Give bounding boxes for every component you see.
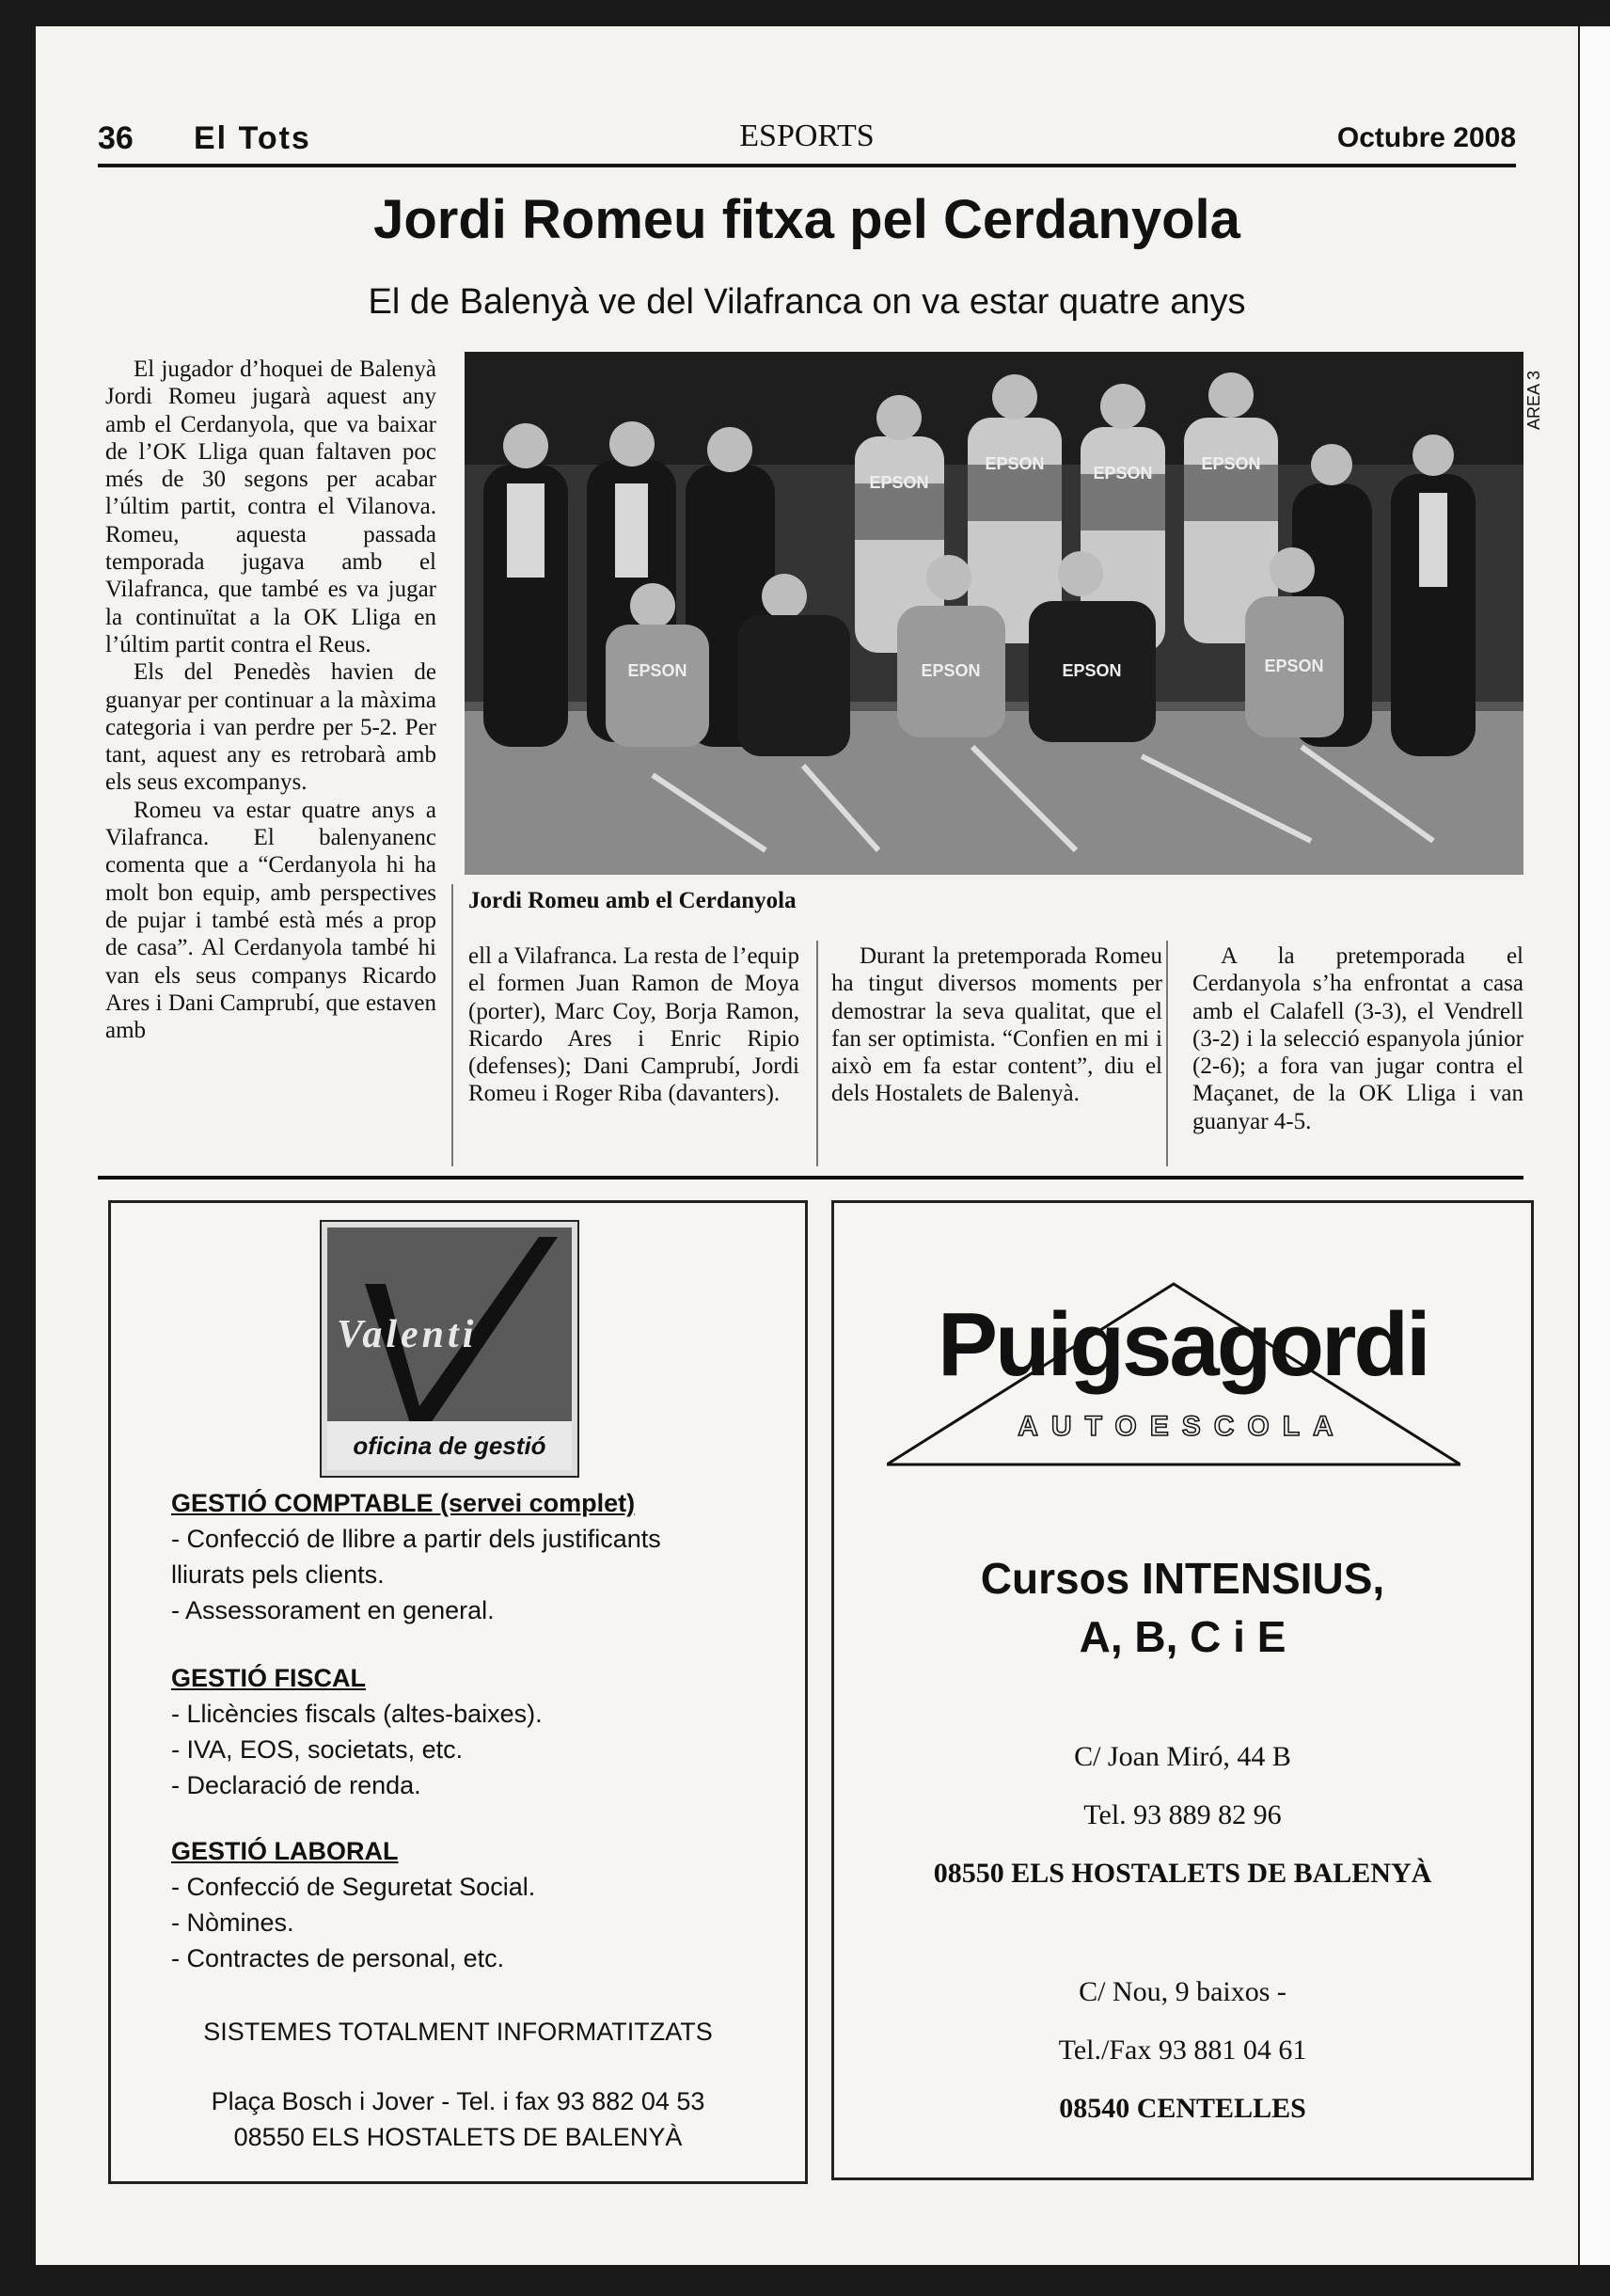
jersey-sponsor-text: EPSON <box>921 661 981 680</box>
service-title: GESTIÓ COMPTABLE (servei complet) <box>171 1489 636 1517</box>
team-photo <box>465 352 1523 875</box>
column-rule <box>451 884 453 1166</box>
address-2: C/ Nou, 9 baixos - <box>1079 1976 1286 2007</box>
service-section-fiscal <box>171 1660 543 1803</box>
page-number: 36 <box>98 120 134 156</box>
article-paragraph: Romeu va estar quatre anys a Vilafranca. El balenyanenc comenta que a “Cerdanyola hi ha molt bon equip, amb perspectives de pujar i també està més a prop de casa”. Al Cerdanyola també hi van els seus companys Ricardo Ares i Dani Camprubí, que estaven amb <box>105 797 436 1044</box>
section-divider <box>98 1176 1523 1180</box>
section-name: ESPORTS <box>739 119 875 153</box>
article-paragraph: Els del Penedès havien de guanyar per continuar a la màxima categoria i van perdre per 5-2. Per tant, aquest any es retrobarà amb els seus excompanys. <box>105 659 436 796</box>
service-line: - Assessorament en general. <box>171 1596 495 1624</box>
valenti-city: 08550 ELS HOSTALETS DE BALENYÀ <box>233 2123 683 2151</box>
service-section-labour <box>171 1833 535 1976</box>
article-column-1 <box>105 356 436 1044</box>
service-line: lliurats pels clients. <box>171 1560 385 1589</box>
page-edge <box>1580 26 1610 2265</box>
valenti-advertisement <box>108 1200 808 2184</box>
address-1: C/ Joan Miró, 44 B <box>1074 1741 1291 1772</box>
article-paragraph: El jugador d’hoquei de Balenyà Jordi Romeu jugarà aquest any amb el Cerdanyola, que va baixar de l’OK Lliga quan faltaven poc més de 30 segons per acabar l’últim partit, contra el Vilanova. Romeu, aquesta passada temporada jugava amb el Vilafranca, que també es va jugar la continuïtat a la OK Lliga en l’últim partit contra el Reus. <box>105 356 436 657</box>
article-column-3 <box>831 942 1162 1108</box>
courses-line-1: Cursos INTENSIUS, <box>980 1554 1385 1603</box>
article-paragraph: Durant la pretemporada Romeu ha tingut diversos moments per demostrar la seva qualitat, que el fan ser optimista. “Confien en mi i això em fa estar content”, diu el dels Hostalets de Balenyà. <box>831 943 1162 1107</box>
service-title: GESTIÓ FISCAL <box>171 1664 367 1692</box>
column-rule <box>816 941 818 1166</box>
courses-line-2: A, B, C i E <box>1079 1612 1286 1661</box>
article-column-2 <box>468 942 799 1108</box>
city-1: 08550 ELS HOSTALETS DE BALENYÀ <box>933 1858 1432 1889</box>
valenti-logo-subtitle: oficina de gestió <box>327 1421 572 1470</box>
phone-2: Tel./Fax 93 881 04 61 <box>1058 2035 1307 2066</box>
service-title: GESTIÓ LABORAL <box>171 1837 399 1865</box>
page-header <box>98 111 1516 167</box>
jersey-sponsor-text: EPSON <box>627 661 687 680</box>
jersey-sponsor-text: EPSON <box>1062 661 1122 680</box>
article-column-4 <box>1192 942 1523 1135</box>
puigsagordi-subtitle: AUTOESCOLA <box>1018 1411 1347 1442</box>
valenti-logo <box>322 1222 577 1476</box>
valenti-tagline: SISTEMES TOTALMENT INFORMATITZATS <box>203 2018 713 2046</box>
service-section-accounting <box>171 1485 661 1628</box>
side-tag <box>1523 362 1561 437</box>
side-tag-text: AREA 3 <box>1524 370 1544 431</box>
service-line: - Nòmines. <box>171 1908 294 1937</box>
puigsagordi-brand: Puigsagordi <box>938 1294 1428 1395</box>
article-paragraph: A la pretemporada el Cerdanyola s’ha enfrontat a casa amb el Calafell (3-3), el Vendrell (3-2) i la selecció espanyola júnior (2-6); a fora van jugar contra el Maçanet, de la OK Lliga i van guanyar 4-5. <box>1192 943 1523 1134</box>
phone-1: Tel. 93 889 82 96 <box>1083 1799 1282 1830</box>
jersey-sponsor-text: EPSON <box>1093 464 1153 483</box>
photo-caption: Jordi Romeu amb el Cerdanyola <box>468 888 797 913</box>
service-line: - Llicències fiscals (altes-baixes). <box>171 1700 543 1728</box>
column-rule <box>1166 941 1168 1166</box>
article-paragraph: ell a Vilafranca. La resta de l’equip el formen Juan Ramon de Moya (porter), Marc Coy, Borja Ramon, Ricardo Ares i Enric Ripio (defenses); Dani Camprubí, Jordi Romeu i Roger Riba (davanters). <box>468 943 799 1107</box>
jersey-sponsor-text: EPSON <box>1201 454 1261 473</box>
service-line: - Contractes de personal, etc. <box>171 1944 505 1972</box>
service-line: - Confecció de llibre a partir dels justificants <box>171 1525 661 1553</box>
article-subheadline: El de Balenyà ve del Vilafranca on va estar quatre anys <box>368 282 1246 322</box>
valenti-logo-name: Valenti <box>337 1313 478 1356</box>
service-line: - Declaració de renda. <box>171 1771 421 1799</box>
service-line: - IVA, EOS, societats, etc. <box>171 1735 464 1764</box>
service-line: - Confecció de Seguretat Social. <box>171 1873 536 1901</box>
team-photo-drawing <box>465 352 1523 875</box>
jersey-sponsor-text: EPSON <box>869 473 929 492</box>
jersey-sponsor-text: EPSON <box>985 454 1045 473</box>
article-headline: Jordi Romeu fitxa pel Cerdanyola <box>373 189 1240 250</box>
city-2: 08540 CENTELLES <box>1059 2093 1306 2124</box>
valenti-address: Plaça Bosch i Jover - Tel. i fax 93 882 04 53 <box>211 2087 705 2115</box>
issue-date: Octubre 2008 <box>1336 122 1516 153</box>
magazine-name: El Tots <box>194 120 311 156</box>
jersey-sponsor-text: EPSON <box>1264 657 1324 675</box>
puigsagordi-advertisement <box>831 1200 1534 2180</box>
